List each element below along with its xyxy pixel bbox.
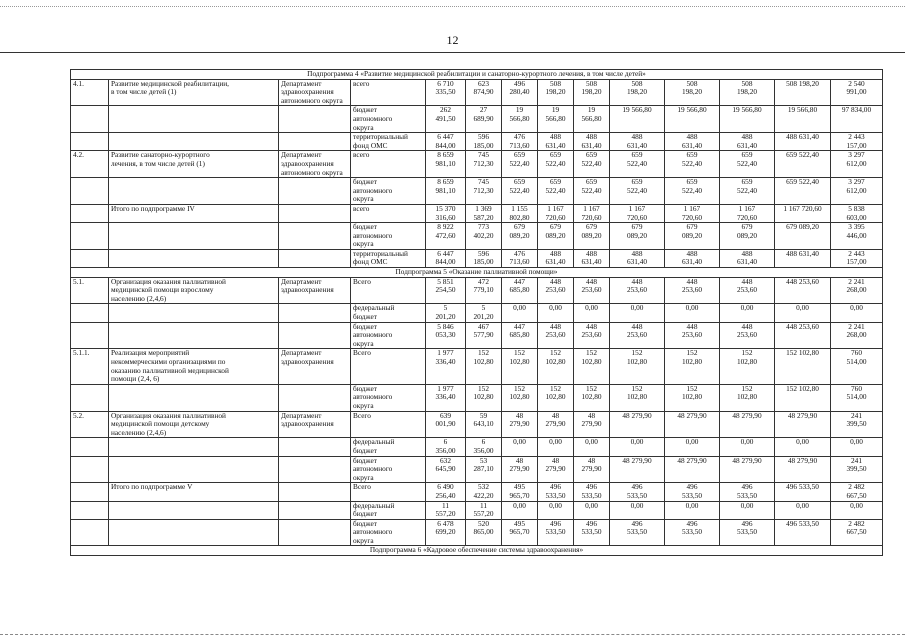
amount-cell: 152 102,80 [502,384,538,411]
amount-cell: 1 167 720,60 [574,204,610,222]
table-row [71,501,883,519]
amount-cell: 488 631,40 [665,133,720,151]
amount-cell: 152 102,80 [574,349,610,384]
amount-cell: 48 279,90 [720,456,775,483]
amount-cell: 0,00 [538,304,574,322]
row-number-cell [71,204,109,222]
amount-cell: 0,00 [538,501,574,519]
row-number-cell [71,456,109,483]
funding-source-cell: федеральный бюджет [351,438,426,456]
amount-cell: 488 631,40 [538,133,574,151]
amount-cell: 496 533,50 [574,483,610,501]
footer-rule [0,634,905,635]
activity-name-cell: Итого по подпрограмме V [109,483,279,501]
amount-cell: 152 102,80 [466,384,502,411]
amount-cell: 623 874,90 [466,79,502,106]
amount-cell: 3 297 612,00 [831,151,883,178]
executor-cell [279,133,351,151]
amount-cell: 53 287,10 [466,456,502,483]
amount-cell: 97 834,00 [831,106,883,133]
executor-cell [279,204,351,222]
activity-name-cell [109,249,279,267]
amount-cell: 448 253,60 [538,277,574,304]
amount-cell: 8 659 981,10 [426,178,466,205]
row-number-cell: 4.1. [71,79,109,106]
funding-source-cell: Всего [351,349,426,384]
amount-cell: 1 155 802,80 [502,204,538,222]
subprogram-heading: Подпрограмма 6 «Кадровое обеспечение системы здравоохранения» [71,546,883,556]
amount-cell: 1 167 720,60 [538,204,574,222]
amount-cell: 508 198,20 [610,79,665,106]
funding-source-cell: бюджет автономного округа [351,322,426,349]
amount-cell: 448 253,60 [538,322,574,349]
amount-cell: 1 167 720,60 [610,204,665,222]
activity-name-cell: Организация оказания паллиативной медицинской помощи взрослому населению (2,4,6) [109,277,279,304]
executor-cell [279,483,351,501]
amount-cell: 496 533,50 [720,483,775,501]
activity-name-cell [109,133,279,151]
amount-cell: 152 102,80 [610,349,665,384]
amount-cell: 1 977 336,40 [426,384,466,411]
amount-cell: 0,00 [574,501,610,519]
amount-cell: 152 102,80 [775,384,831,411]
subprogram-heading: Подпрограмма 5 «Оказание паллиативной помощи» [71,268,883,278]
amount-cell: 1 167 720,60 [665,204,720,222]
amount-cell: 241 399,50 [831,456,883,483]
amount-cell: 496 533,50 [775,519,831,546]
amount-cell: 0,00 [720,304,775,322]
amount-cell: 15 370 316,60 [426,204,466,222]
header-rule [0,52,905,53]
row-number-cell [71,133,109,151]
amount-cell: 0,00 [610,501,665,519]
executor-cell [279,223,351,250]
amount-cell: 659 522,40 [610,178,665,205]
executor-cell [279,249,351,267]
amount-cell: 659 522,40 [665,178,720,205]
amount-cell: 679 089,20 [574,223,610,250]
activity-name-cell: Развитие медицинской реабилитации, в том числе детей (1) [109,79,279,106]
executor-cell [279,322,351,349]
amount-cell: 760 514,00 [831,384,883,411]
amount-cell: 27 689,90 [466,106,502,133]
funding-source-cell: территориальный фонд ОМС [351,133,426,151]
activity-name-cell [109,438,279,456]
amount-cell: 3 395 446,00 [831,223,883,250]
amount-cell: 508 198,20 [665,79,720,106]
amount-cell: 6 447 844,00 [426,249,466,267]
executor-cell: Департамент здравоохранения автономного округа [279,79,351,106]
activity-name-cell [109,501,279,519]
amount-cell: 19 566,80 [502,106,538,133]
funding-source-cell: Всего [351,277,426,304]
amount-cell: 48 279,90 [665,411,720,438]
amount-cell: 0,00 [665,304,720,322]
row-number-cell [71,249,109,267]
row-number-cell [71,384,109,411]
amount-cell: 659 522,40 [720,151,775,178]
amount-cell: 0,00 [502,304,538,322]
amount-cell: 659 522,40 [610,151,665,178]
amount-cell: 508 198,20 [574,79,610,106]
page-number: 12 [446,33,459,47]
amount-cell: 48 279,90 [610,456,665,483]
amount-cell: 447 685,80 [502,277,538,304]
amount-cell: 0,00 [538,438,574,456]
amount-cell: 679 089,20 [720,223,775,250]
amount-cell: 0,00 [610,304,665,322]
executor-cell: Департамент здравоохранения [279,411,351,438]
amount-cell: 488 631,40 [574,133,610,151]
amount-cell: 639 001,90 [426,411,466,438]
amount-cell: 6 478 699,20 [426,519,466,546]
funding-source-cell: федеральный бюджет [351,501,426,519]
executor-cell [279,438,351,456]
amount-cell: 0,00 [665,438,720,456]
amount-cell: 488 631,40 [720,133,775,151]
amount-cell: 48 279,90 [502,456,538,483]
row-number-cell [71,223,109,250]
amount-cell: 760 514,00 [831,349,883,384]
amount-cell: 1 167 720,60 [720,204,775,222]
amount-cell: 448 253,60 [720,277,775,304]
subprogram-heading-row [71,268,883,278]
amount-cell: 596 185,00 [466,249,502,267]
activity-name-cell: Развитие санаторно-курортного лечения, в том числе детей (1) [109,151,279,178]
activity-name-cell [109,322,279,349]
amount-cell: 2 241 268,00 [831,322,883,349]
amount-cell: 0,00 [775,501,831,519]
amount-cell: 0,00 [775,304,831,322]
amount-cell: 496 533,50 [538,483,574,501]
amount-cell: 6 356,00 [466,438,502,456]
amount-cell: 476 713,60 [502,133,538,151]
amount-cell: 679 089,20 [665,223,720,250]
amount-cell: 152 102,80 [574,384,610,411]
amount-cell: 659 522,40 [775,178,831,205]
amount-cell: 5 201,20 [466,304,502,322]
amount-cell: 679 089,20 [610,223,665,250]
amount-cell: 496 533,50 [610,519,665,546]
table-row [71,178,883,205]
amount-cell: 0,00 [574,304,610,322]
amount-cell: 152 102,80 [665,384,720,411]
amount-cell: 448 253,60 [665,322,720,349]
scan-top-border [0,6,905,7]
amount-cell: 19 566,80 [775,106,831,133]
amount-cell: 448 253,60 [610,322,665,349]
executor-cell [279,456,351,483]
funding-source-cell: бюджет автономного округа [351,178,426,205]
amount-cell: 241 399,50 [831,411,883,438]
amount-cell: 152 102,80 [538,384,574,411]
amount-cell: 508 198,20 [775,79,831,106]
amount-cell: 488 631,40 [720,249,775,267]
table-row [71,438,883,456]
row-number-cell: 5.1.1. [71,349,109,384]
amount-cell: 472 779,10 [466,277,502,304]
amount-cell: 11 557,20 [466,501,502,519]
amount-cell: 19 566,80 [665,106,720,133]
amount-cell: 659 522,40 [775,151,831,178]
table-row [71,483,883,501]
amount-cell: 19 566,80 [538,106,574,133]
amount-cell: 48 279,90 [538,456,574,483]
amount-cell: 48 279,90 [574,456,610,483]
amount-cell: 152 102,80 [466,349,502,384]
amount-cell: 659 522,40 [538,178,574,205]
funding-source-cell: всего [351,151,426,178]
amount-cell: 0,00 [831,438,883,456]
amount-cell: 2 482 667,50 [831,519,883,546]
executor-cell: Департамент здравоохранения [279,277,351,304]
amount-cell: 679 089,20 [538,223,574,250]
amount-cell: 0,00 [720,438,775,456]
amount-cell: 48 279,90 [610,411,665,438]
amount-cell: 48 279,90 [665,456,720,483]
amount-cell: 152 102,80 [538,349,574,384]
amount-cell: 0,00 [574,438,610,456]
amount-cell: 6 356,00 [426,438,466,456]
row-number-cell: 4.2. [71,151,109,178]
amount-cell: 152 102,80 [720,349,775,384]
budget-table [70,69,883,556]
amount-cell: 152 102,80 [775,349,831,384]
amount-cell: 1 977 336,40 [426,349,466,384]
amount-cell: 488 631,40 [665,249,720,267]
amount-cell: 495 965,70 [502,483,538,501]
amount-cell: 495 965,70 [502,519,538,546]
amount-cell: 8 922 472,60 [426,223,466,250]
executor-cell [279,519,351,546]
executor-cell [279,106,351,133]
table-row [71,204,883,222]
row-number-cell [71,304,109,322]
amount-cell: 448 253,60 [665,277,720,304]
table-row [71,384,883,411]
amount-cell: 0,00 [831,501,883,519]
table-row [71,277,883,304]
amount-cell: 0,00 [610,438,665,456]
amount-cell: 496 533,50 [775,483,831,501]
amount-cell: 659 522,40 [502,151,538,178]
funding-source-cell: Всего [351,411,426,438]
amount-cell: 152 102,80 [720,384,775,411]
activity-name-cell [109,456,279,483]
amount-cell: 532 422,20 [466,483,502,501]
funding-source-cell: бюджет автономного округа [351,223,426,250]
activity-name-cell [109,384,279,411]
table-row [71,456,883,483]
amount-cell: 659 522,40 [538,151,574,178]
row-number-cell [71,438,109,456]
funding-source-cell: бюджет автономного округа [351,519,426,546]
amount-cell: 48 279,90 [574,411,610,438]
amount-cell: 48 279,90 [720,411,775,438]
amount-cell: 488 631,40 [538,249,574,267]
amount-cell: 59 643,10 [466,411,502,438]
amount-cell: 2 241 268,00 [831,277,883,304]
table-row [71,133,883,151]
amount-cell: 0,00 [720,501,775,519]
amount-cell: 632 645,90 [426,456,466,483]
row-number-cell [71,519,109,546]
table-row [71,79,883,106]
table-row [71,322,883,349]
row-number-cell: 5.2. [71,411,109,438]
amount-cell: 0,00 [502,438,538,456]
amount-cell: 19 566,80 [610,106,665,133]
amount-cell: 508 198,20 [720,79,775,106]
amount-cell: 448 253,60 [574,322,610,349]
amount-cell: 659 522,40 [665,151,720,178]
amount-cell: 8 659 981,10 [426,151,466,178]
amount-cell: 745 712,30 [466,151,502,178]
table-row [71,349,883,384]
amount-cell: 5 201,20 [426,304,466,322]
amount-cell: 496 280,40 [502,79,538,106]
amount-cell: 19 566,80 [720,106,775,133]
amount-cell: 448 253,60 [610,277,665,304]
amount-cell: 152 102,80 [610,384,665,411]
subprogram-heading-row [71,546,883,556]
amount-cell: 488 631,40 [610,133,665,151]
activity-name-cell [109,178,279,205]
amount-cell: 6 490 256,40 [426,483,466,501]
amount-cell: 2 443 157,00 [831,249,883,267]
amount-cell: 48 279,90 [775,411,831,438]
row-number-cell [71,106,109,133]
amount-cell: 6 447 844,00 [426,133,466,151]
funding-source-cell: бюджет автономного округа [351,456,426,483]
table-row [71,223,883,250]
funding-source-cell: бюджет автономного округа [351,384,426,411]
amount-cell: 1 369 587,20 [466,204,502,222]
executor-cell [279,501,351,519]
amount-cell: 476 713,60 [502,249,538,267]
table-row [71,249,883,267]
activity-name-cell [109,519,279,546]
amount-cell: 659 522,40 [502,178,538,205]
row-number-cell [71,178,109,205]
row-number-cell [71,501,109,519]
executor-cell: Департамент здравоохранения автономного округа [279,151,351,178]
row-number-cell: 5.1. [71,277,109,304]
amount-cell: 520 865,00 [466,519,502,546]
table-row [71,106,883,133]
activity-name-cell [109,304,279,322]
table-row [71,519,883,546]
amount-cell: 11 557,20 [426,501,466,519]
funding-source-cell: Всего [351,483,426,501]
amount-cell: 262 491,50 [426,106,466,133]
amount-cell: 488 631,40 [574,249,610,267]
amount-cell: 467 577,90 [466,322,502,349]
amount-cell: 0,00 [831,304,883,322]
amount-cell: 679 089,20 [502,223,538,250]
subprogram-heading-row [71,70,883,80]
amount-cell: 1 167 720,60 [775,204,831,222]
amount-cell: 496 533,50 [665,519,720,546]
executor-cell [279,178,351,205]
table-row [71,304,883,322]
amount-cell: 448 253,60 [775,322,831,349]
amount-cell: 2 443 157,00 [831,133,883,151]
activity-name-cell: Организация оказания паллиативной медицинской помощи детскому населению (2,4,6) [109,411,279,438]
activity-name-cell: Итого по подпрограмме IV [109,204,279,222]
amount-cell: 496 533,50 [720,519,775,546]
subprogram-heading: Подпрограмма 4 «Развитие медицинской реабилитации и санаторно-курортного лечения, в том числе детей» [71,70,883,80]
amount-cell: 2 540 991,00 [831,79,883,106]
amount-cell: 679 089,20 [775,223,831,250]
funding-source-cell: всего [351,204,426,222]
amount-cell: 488 631,40 [775,133,831,151]
amount-cell: 448 253,60 [775,277,831,304]
amount-cell: 447 685,80 [502,322,538,349]
amount-cell: 448 253,60 [574,277,610,304]
amount-cell: 745 712,30 [466,178,502,205]
executor-cell: Департамент здравоохранения [279,349,351,384]
amount-cell: 5 851 254,50 [426,277,466,304]
amount-cell: 496 533,50 [574,519,610,546]
amount-cell: 496 533,50 [665,483,720,501]
amount-cell: 48 279,90 [502,411,538,438]
amount-cell: 48 279,90 [538,411,574,438]
amount-cell: 0,00 [665,501,720,519]
amount-cell: 488 631,40 [610,249,665,267]
amount-cell: 48 279,90 [775,456,831,483]
amount-cell: 496 533,50 [610,483,665,501]
row-number-cell [71,483,109,501]
table-row [71,151,883,178]
amount-cell: 0,00 [775,438,831,456]
amount-cell: 2 482 667,50 [831,483,883,501]
executor-cell [279,384,351,411]
amount-cell: 152 102,80 [502,349,538,384]
activity-name-cell [109,106,279,133]
amount-cell: 19 566,80 [574,106,610,133]
amount-cell: 5 846 053,30 [426,322,466,349]
amount-cell: 488 631,40 [775,249,831,267]
amount-cell: 0,00 [502,501,538,519]
amount-cell: 3 297 612,00 [831,178,883,205]
amount-cell: 659 522,40 [720,178,775,205]
amount-cell: 5 838 603,00 [831,204,883,222]
row-number-cell [71,322,109,349]
amount-cell: 659 522,40 [574,178,610,205]
funding-source-cell: бюджет автономного округа [351,106,426,133]
executor-cell [279,304,351,322]
table-row [71,411,883,438]
amount-cell: 508 198,20 [538,79,574,106]
activity-name-cell [109,223,279,250]
funding-source-cell: всего [351,79,426,106]
amount-cell: 152 102,80 [665,349,720,384]
funding-source-cell: федеральный бюджет [351,304,426,322]
activity-name-cell: Реализация мероприятий некоммерческими организациями по оказанию паллиативной медицинской помощи (2,4, 6) [109,349,279,384]
amount-cell: 773 402,20 [466,223,502,250]
amount-cell: 596 185,00 [466,133,502,151]
amount-cell: 659 522,40 [574,151,610,178]
amount-cell: 496 533,50 [538,519,574,546]
funding-source-cell: территориальный фонд ОМС [351,249,426,267]
amount-cell: 448 253,60 [720,322,775,349]
amount-cell: 6 710 335,50 [426,79,466,106]
